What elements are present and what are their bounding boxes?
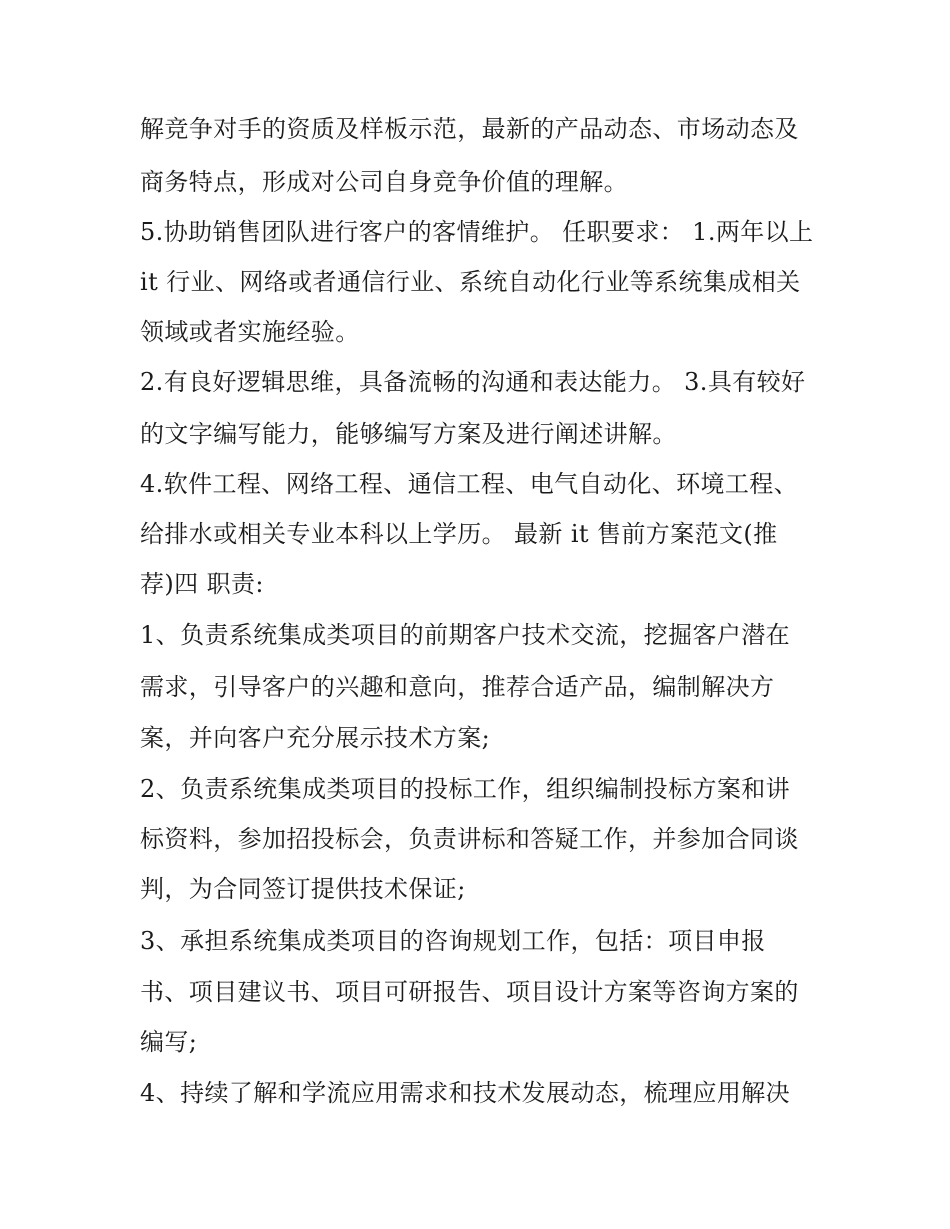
text-line-10: 荐)四 职责: <box>140 570 264 598</box>
text-line-14: 2、负责系统集成类项目的投标工作，组织编制投标方案和讲 <box>140 775 791 803</box>
text-line-12: 需求，引导客户的兴趣和意向，推荐合适产品，编制解决方 <box>140 673 775 701</box>
text-line-1: 解竞争对手的资质及样板示范，最新的产品动态、市场动态及 <box>140 115 799 143</box>
text-line-11: 1、负责系统集成类项目的前期客户技术交流，挖掘客户潜在 <box>140 621 791 649</box>
text-line-20: 4、持续了解和学流应用需求和技术发展动态，梳理应用解决 <box>140 1079 791 1107</box>
text-line-13: 案，并向客户充分展示技术方案; <box>140 724 491 752</box>
text-line-7: 的文字编写能力，能够编写方案及进行阐述讲解。 <box>140 420 677 448</box>
text-line-6: 2.有良好逻辑思维，具备流畅的沟通和表达能力。 3.具有较好 <box>140 368 806 396</box>
text-line-5: 领域或者实施经验。 <box>140 318 360 346</box>
text-line-15: 标资料，参加招投标会，负责讲标和答疑工作，并参加合同谈 <box>140 825 799 853</box>
text-line-16: 判，为合同签订提供技术保证; <box>140 875 466 903</box>
text-line-17: 3、承担系统集成类项目的咨询规划工作，包括：项目申报 <box>140 927 766 955</box>
text-line-3: 5.协助销售团队进行客户的客情维护。 任职要求： 1.两年以上 <box>140 218 814 246</box>
text-line-9: 给排水或相关专业本科以上学历。 最新 it 售前方案范文(推 <box>140 520 778 548</box>
text-line-4: it 行业、网络或者通信行业、系统自动化行业等系统集成相关 <box>140 268 801 296</box>
text-line-19: 编写; <box>140 1028 198 1056</box>
text-line-8: 4.软件工程、网络工程、通信工程、电气自动化、环境工程、 <box>140 470 799 498</box>
text-line-18: 书、项目建议书、项目可研报告、项目设计方案等咨询方案的 <box>140 978 799 1006</box>
text-line-2: 商务特点，形成对公司自身竞争价值的理解。 <box>140 168 628 196</box>
